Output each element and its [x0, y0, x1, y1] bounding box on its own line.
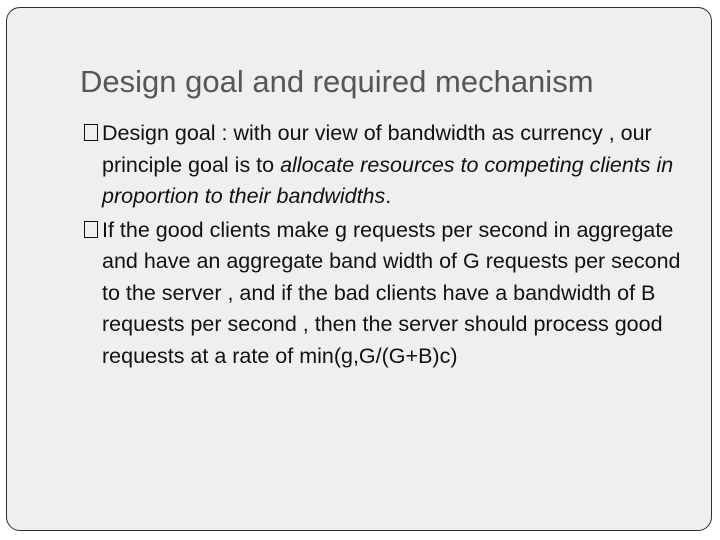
- hollow-box-bullet-icon: [84, 124, 98, 141]
- bullet-design-goal-emphasis: allocate resources to competing clients in proportion to their bandwidths: [102, 152, 674, 208]
- bullet-design-goal-lead: Design goal : with our view of bandwidth as currency , our principle goal is to: [102, 121, 652, 177]
- bullet-good-clients: [84, 215, 694, 373]
- bullet-good-clients-text: If the good clients make g requests per second in aggregate and have an aggregate band width of G requests per second to the server , and if the bad clients have a bandwidth of B requests per second , then the server should process good requests at a rate of min(g,G/(G+B)c): [102, 217, 681, 368]
- bullet-design-goal: [84, 118, 694, 213]
- slide-title: Design goal and required mechanism: [80, 64, 594, 99]
- bullet-design-goal-tail: .: [385, 184, 392, 208]
- hollow-box-bullet-icon: [84, 221, 98, 238]
- slide-body: [84, 118, 694, 372]
